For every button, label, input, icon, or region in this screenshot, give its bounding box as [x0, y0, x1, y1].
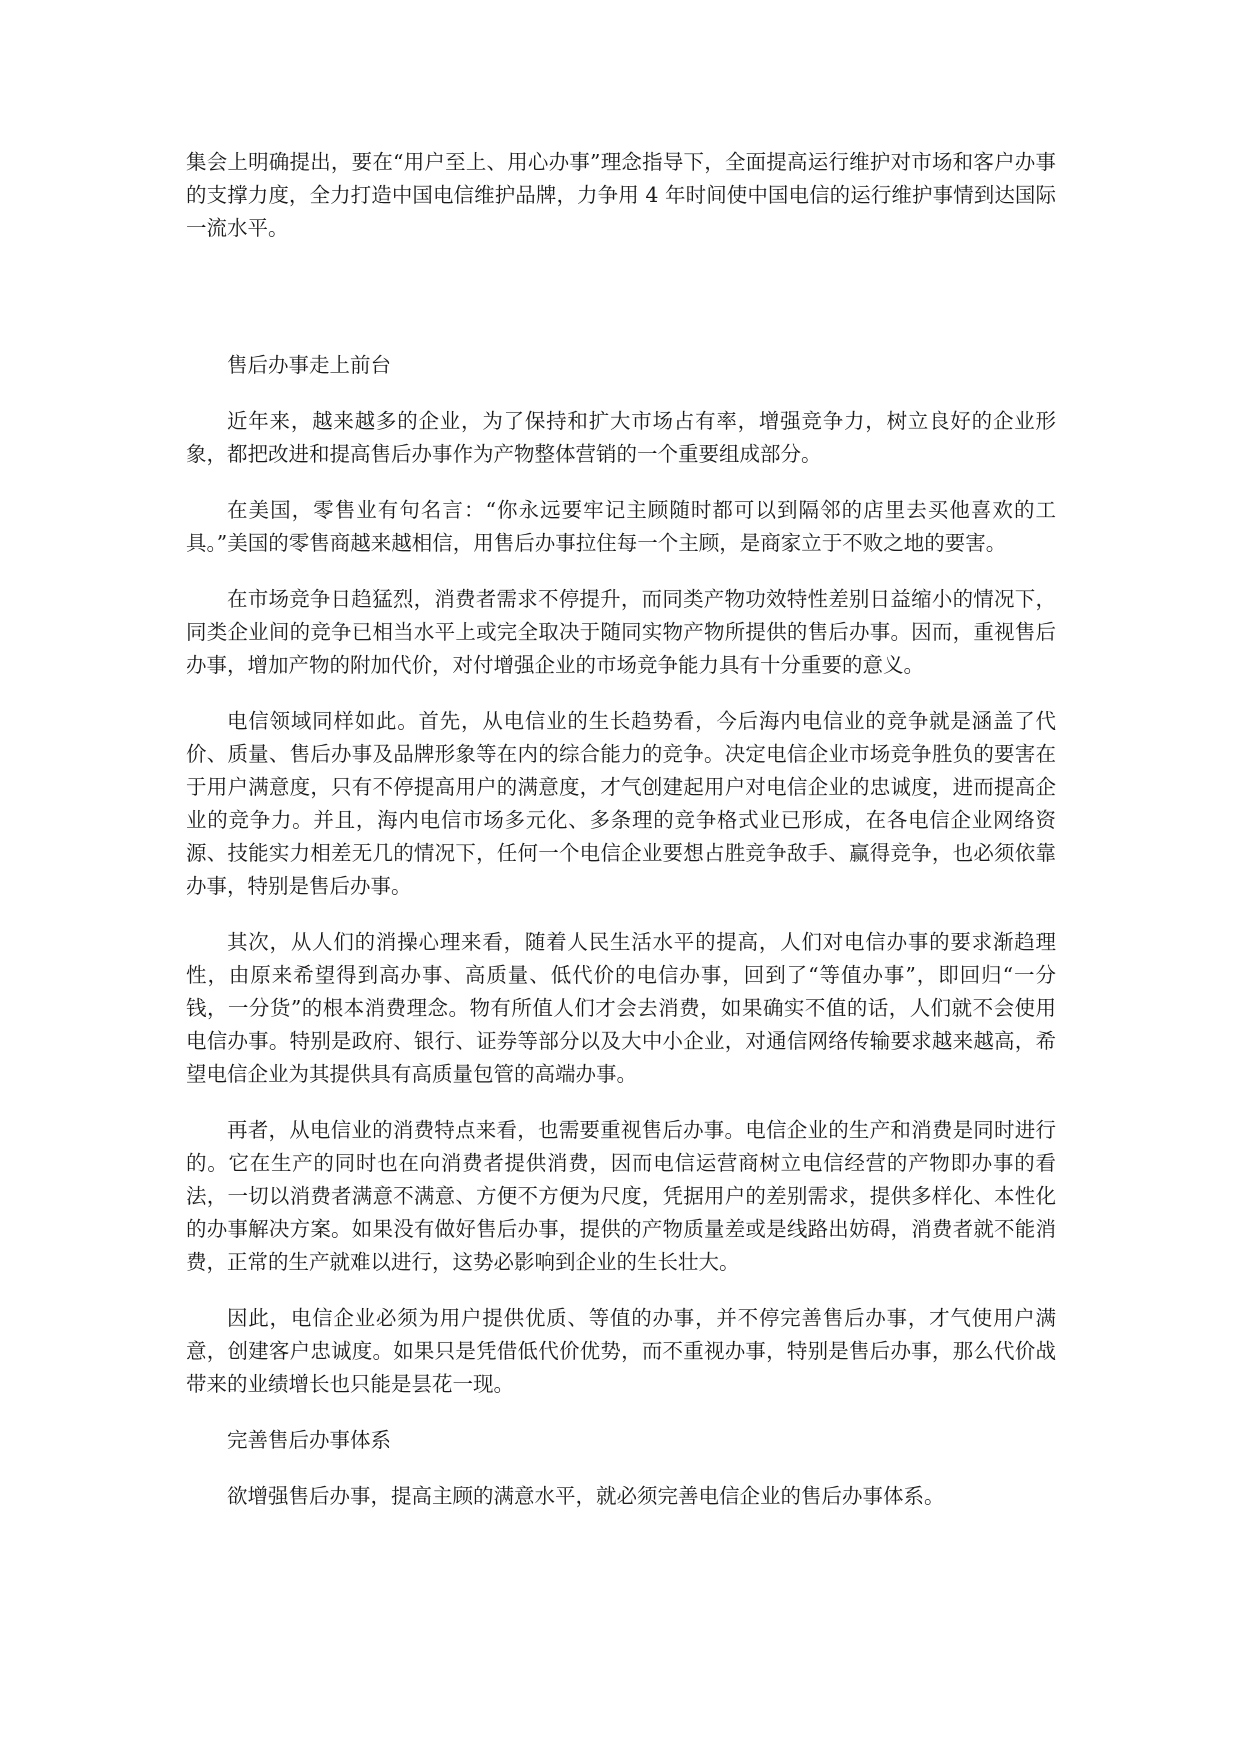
paragraph-4: 在市场竞争日趋猛烈，消费者需求不停提升，而同类产物功效特性差别日益缩小的情况下，同类企业间的竞争已相当水平上或完全取决于随同实物产物所提供的售后办事。因而，重视售后办事，增加产物的附加代价，对付增强企业的市场竞争能力具有十分重要的意义。 — [186, 587, 1056, 677]
paragraph-9: 欲增强售后办事，提高主顾的满意水平，就必须完善电信企业的售后办事体系。 — [227, 1484, 945, 1508]
paragraph-2: 近年来，越来越多的企业，为了保持和扩大市场占有率，增强竞争力，树立良好的企业形象，都把改进和提高售后办事作为产物整体营销的一个重要组成部分。 — [186, 409, 1056, 466]
document-body — [186, 146, 1056, 1513]
paragraph-1: 集会上明确提出，要在“用户至上、用心办事”理念指导下，全面提高运行维护对市场和客户办事的支撑力度，全力打造中国电信维护品牌，力争用 4 年时间使中国电信的运行维护事情到达国际一流水平。 — [186, 150, 1056, 240]
paragraph-7: 再者，从电信业的消费特点来看，也需要重视售后办事。电信企业的生产和消费是同时进行的。它在生产的同时也在向消费者提供消费，因而电信运营商树立电信经营的产物即办事的看法，一切以消费者满意不满意、方便不方便为尺度，凭据用户的差别需求，提供多样化、本性化的办事解决方案。如果没有做好售后办事，提供的产物质量差或是线路出妨碍，消费者就不能消费，正常的生产就难以进行，这势必影响到企业的生长壮大。 — [186, 1118, 1056, 1274]
section-heading-after-sales-front: 售后办事走上前台 — [227, 353, 391, 377]
paragraph-8: 因此，电信企业必须为用户提供优质、等值的办事，并不停完善售后办事，才气使用户满意，创建客户忠诚度。如果只是凭借低代价优势，而不重视办事，特别是售后办事，那么代价战带来的业绩增长也只能是昙花一现。 — [186, 1306, 1056, 1396]
paragraph-5: 电信领域同样如此。首先，从电信业的生长趋势看，今后海内电信业的竞争就是涵盖了代价、质量、售后办事及品牌形象等在内的综合能力的竞争。决定电信企业市场竞争胜负的要害在于用户满意度，只有不停提高用户的满意度，才气创建起用户对电信企业的忠诚度，进而提高企业的竞争力。并且，海内电信市场多元化、多条理的竞争格式业已形成，在各电信企业网络资源、技能实力相差无几的情况下，任何一个电信企业要想占胜竞争敌手、赢得竞争，也必须依靠办事，特别是售后办事。 — [186, 709, 1056, 898]
paragraph-3: 在美国，零售业有句名言：“你永远要牢记主顾随时都可以到隔邻的店里去买他喜欢的工具。”美国的零售商越来越相信，用售后办事拉住每一个主顾，是商家立于不败之地的要害。 — [186, 498, 1056, 555]
paragraph-6: 其次，从人们的消操心理来看，随着人民生活水平的提高，人们对电信办事的要求渐趋理性，由原来希望得到高办事、高质量、低代价的电信办事，回到了“等值办事”，即回归“一分钱，一分货”的根本消费理念。物有所值人们才会去消费，如果确实不值的话，人们就不会使用电信办事。特别是政府、银行、证券等部分以及大中小企业，对通信网络传输要求越来越高，希望电信企业为其提供具有高质量包管的高端办事。 — [186, 930, 1056, 1086]
section-heading-service-system: 完善售后办事体系 — [227, 1428, 391, 1452]
